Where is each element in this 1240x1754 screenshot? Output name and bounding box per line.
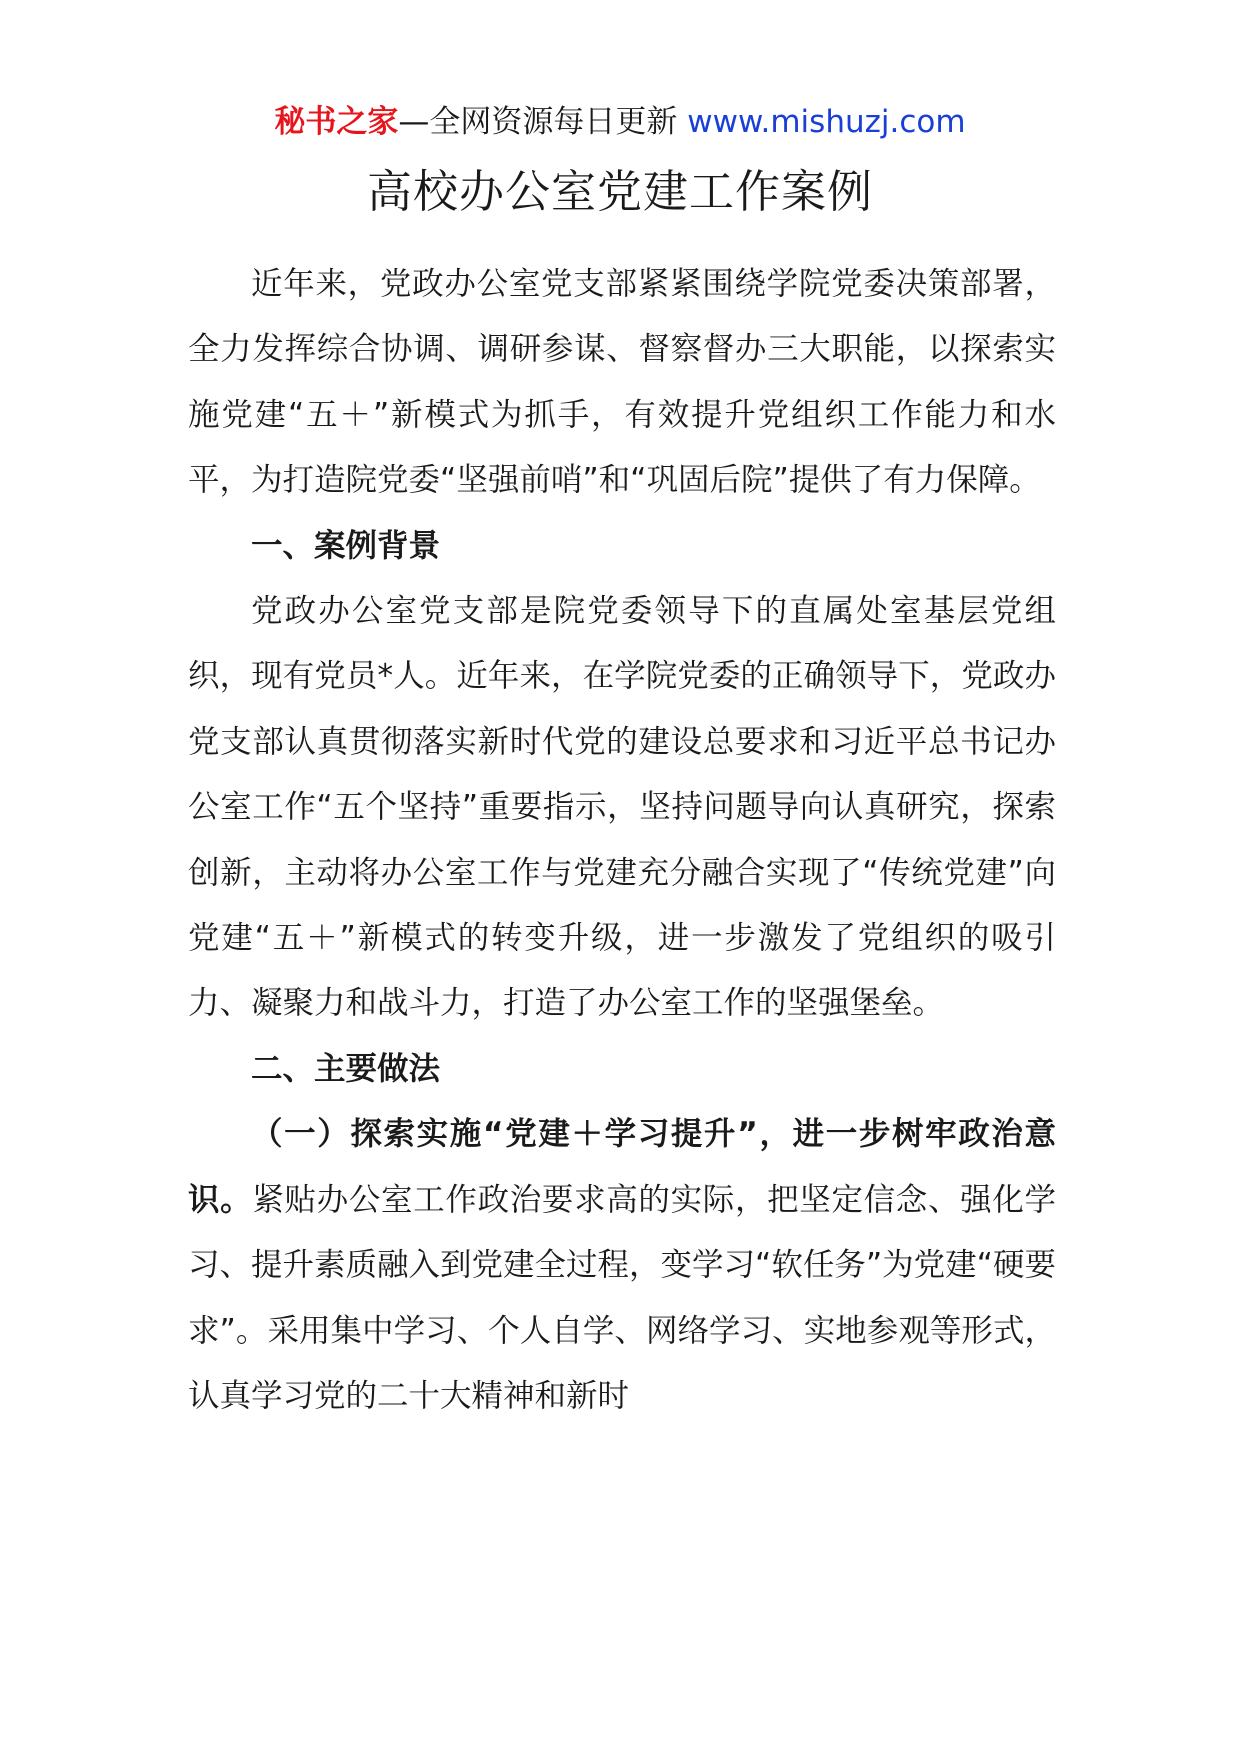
brand-name: 秘书之家 [274,104,399,140]
site-header [0,100,1240,144]
background-paragraph: 党政办公室党支部是院党委领导下的直属处室基层党组织，现有党员*人。近年来，在学院党委的正确领导下，党政办党支部认真贯彻落实新时代党的建设总要求和习近平总书记办公室工作“五个坚持”重要指示，坚持问题导向认真研究，探索创新，主动将办公室工作与党建充分融合实现了“传统党建”向党建“五＋”新模式的转变升级，进一步激发了党组织的吸引力、凝聚力和战斗力，打造了办公室工作的坚强堡垒。 [188,593,1056,1022]
intro-paragraph: 近年来，党政办公室党支部紧紧围绕学院党委决策部署，全力发挥综合协调、调研参谋、督察督办三大职能，以探索实施党建“五＋”新模式为抓手，有效提升党组织工作能力和水平，为打造院党委“坚强前哨”和“巩固后院”提供了有力保障。 [188,266,1056,499]
header-tagline: —全网资源每日更新 [398,104,678,140]
section-heading-practices: 二、主要做法 [251,1050,441,1087]
document-body [188,252,1056,1429]
subsection-heading-1: （一）探索实施“党建＋学习提升”，进一步树牢政治意识。 [188,1116,1056,1218]
section-heading-background: 一、案例背景 [251,527,441,564]
site-url-link[interactable]: www.mishuzj.com [687,104,966,140]
subsection-body-1: 紧贴办公室工作政治要求高的实际，把坚定信念、强化学习、提升素质融入到党建全过程，变学习“软任务”为党建“硬要求”。采用集中学习、个人自学、网络学习、实地参观等形式，认真学习党的二十大精神和新时 [188,1181,1056,1414]
document-title: 高校办公室党建工作案例 [366,165,873,218]
practice-paragraph-1 [188,1102,1056,1429]
